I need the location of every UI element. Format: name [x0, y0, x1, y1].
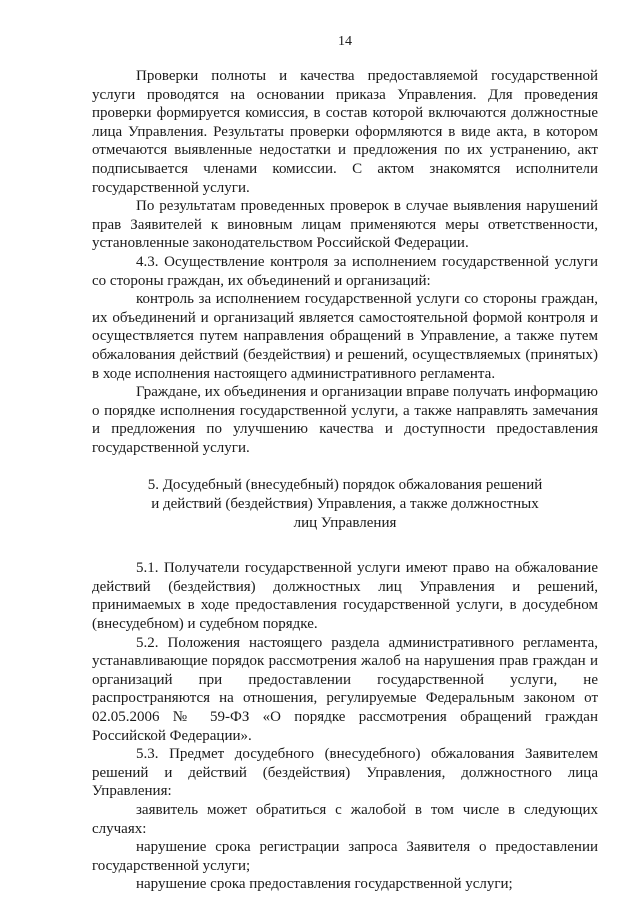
page-number: 14: [338, 34, 352, 49]
paragraph-complaint-cases: заявитель может обратиться с жалобой в том числе в следующих случаях:: [92, 801, 598, 837]
document-page: [92, 0, 598, 905]
section-5-heading: [92, 476, 598, 532]
paragraph-inspection-procedure: Проверки полноты и качества предоставляемой государственной услуги проводятся на основании приказа Управления. Для проведения проверки формируется комиссия, в состав которой включаются должностные лица Управления. Результаты проверки оформляются в виде акта, в котором отмечаются выявленные недостатки и предложения по их устранению, акт подписывается членами комиссии. С актом знакомятся исполнители государственной услуги.: [92, 68, 598, 196]
paragraph-5-3: 5.3. Предмет досудебного (внесудебного) обжалования Заявителем решений и действий (бездействия) Управления, должностного лица Управления:: [92, 746, 598, 800]
paragraph-inspection-results: По результатам проведенных проверок в случае выявления нарушений прав Заявителей к виновным лицам применяются меры ответственности, установленные законодательством Российской Федерации.: [92, 198, 598, 252]
paragraph-citizens-rights: Граждане, их объединения и организации вправе получать информацию о порядке исполнения государственной услуги, а также направлять замечания и предложения по улучшению качества и доступности предоставления государственной услуги.: [92, 384, 598, 456]
paragraph-deadline-violation: нарушение срока предоставления государственной услуги;: [136, 876, 513, 893]
paragraph-5-1: 5.1. Получатели государственной услуги имеют право на обжалование действий (бездействия) должностных лиц Управления и решений, принимаемых в ходе предоставления государственной услуги, в досудебном (внесудебном) и судебном порядке.: [92, 560, 598, 633]
heading-line: и действий (бездействия) Управления, а также должностных: [151, 496, 539, 513]
paragraph-public-control: контроль за исполнением государственной услуги со стороны граждан, их объединений и организаций является самостоятельной формой контроля и осуществляется путем направления обращений в Управление, а также путем обжалования действий (бездействия) и решений, осуществляемых (принятых) в ходе исполнения настоящего административного регламента.: [92, 291, 598, 382]
paragraph-5-2: 5.2. Положения настоящего раздела административного регламента, устанавливающие порядок рассмотрения жалоб на нарушения прав граждан и организаций при предоставлении государственной услуги, не распространяются на отношения, регулируемые Федеральным законом от 02.05.2006 № 59-ФЗ «О порядке рассмотрения обращений граждан Российской Федерации».: [92, 634, 598, 744]
paragraph-registration-violation: нарушение срока регистрации запроса Заявителя о предоставлении государственной услуги;: [92, 839, 598, 874]
paragraph-4-3: 4.3. Осуществление контроля за исполнением государственной услуги со стороны граждан, их объединений и организаций:: [92, 253, 598, 289]
heading-line: 5. Досудебный (внесудебный) порядок обжалования решений: [147, 477, 543, 494]
heading-line: лиц Управления: [293, 514, 397, 531]
document-body: [92, 67, 598, 894]
